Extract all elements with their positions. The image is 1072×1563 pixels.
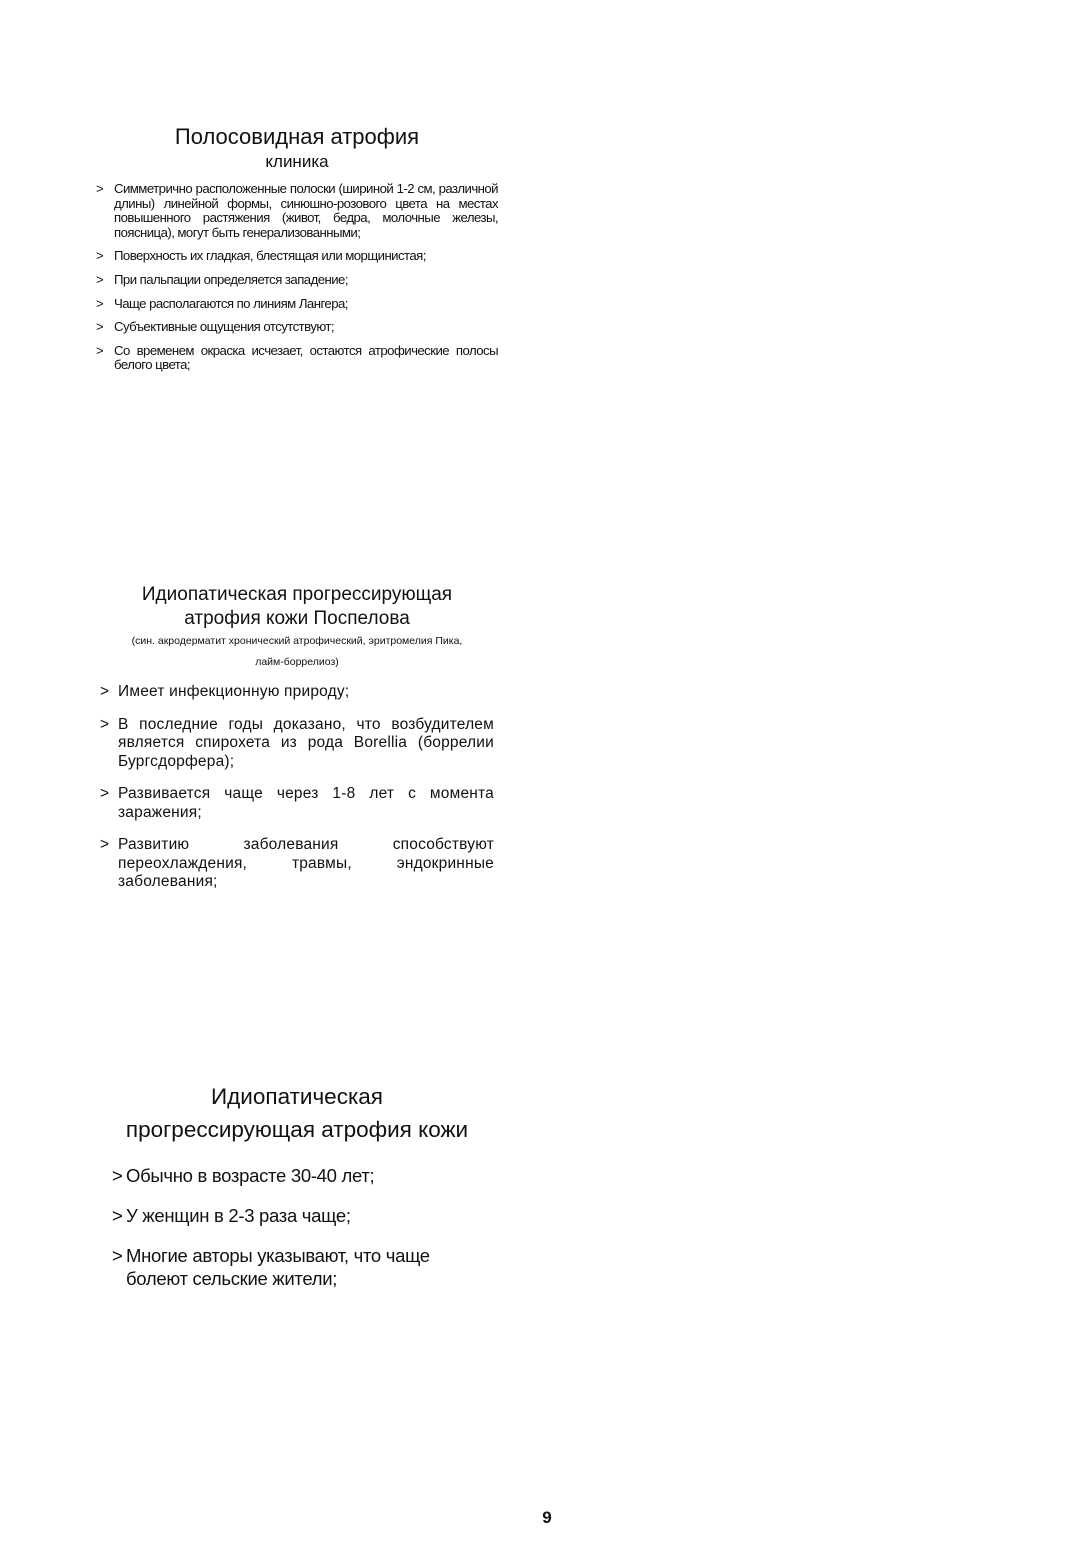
bullet-item (112, 1244, 496, 1290)
bullet-item (96, 320, 498, 335)
bullet-marker: > (96, 181, 104, 196)
bullet-text: Субъективные ощущения отсутствуют; (114, 319, 335, 335)
bullet-marker: > (100, 715, 110, 733)
bullet-item (100, 716, 494, 772)
bullet-text: Развитию заболевания способствуют переохлаждения, травмы, эндокринные заболевания; (118, 836, 494, 890)
bullet-text: Развивается чаще через 1-8 лет с момента заражения; (118, 785, 494, 821)
bullet-list (112, 1164, 496, 1290)
bullet-marker: > (96, 248, 104, 264)
bullet-marker: > (112, 1245, 123, 1266)
bullet-item (112, 1164, 496, 1187)
synonyms-line-2: лайм-боррелиоз) (255, 656, 339, 668)
bullet-marker: > (100, 785, 110, 802)
slide-title-line-2: прогрессирующая атрофия кожи (125, 1117, 469, 1142)
bullet-text: В последние годы доказано, что возбудителем является спирохета из рода Borellia (боррелии Бургсдорфера); (118, 715, 494, 770)
slide-title-line-1: Идиопатическая прогрессирующая (141, 584, 453, 605)
bullet-text: Многие авторы указывают, что чаще болеют сельские жители; (126, 1245, 430, 1289)
slide-subtitle: клиника (265, 151, 329, 171)
slide-idiopathic-progressive-atrophy (98, 1080, 496, 1307)
bullet-item (100, 785, 494, 822)
bullet-item (96, 249, 498, 264)
slide-title: Полосовидная атрофия (174, 124, 420, 149)
bullet-item (100, 836, 494, 892)
bullet-marker: > (112, 1165, 123, 1186)
bullet-item (100, 683, 494, 702)
bullet-text: Чаще располагаются по линиям Лангера; (114, 295, 348, 311)
bullet-list (96, 182, 498, 373)
bullet-text: Имеет инфекционную природу; (118, 683, 350, 700)
slide-striae-atrophy (96, 124, 498, 382)
bullet-text: Со временем окраска исчезает, остаются атрофические полосы белого цвета; (114, 342, 498, 373)
bullet-marker: > (96, 295, 104, 311)
slide-title-line-1: Идиопатическая (211, 1084, 383, 1109)
bullet-item (112, 1204, 496, 1227)
bullet-marker: > (100, 683, 110, 700)
bullet-list (100, 683, 494, 892)
bullet-text: У женщин в 2-3 раза чаще; (126, 1205, 351, 1226)
bullet-text: Симметрично расположенные полоски (шириной 1-2 см, различной длины) линейной формы, синюшно-розового цвета на местах повышенного растяжения (живот, бедра, молочные железы, поясница), могут быть генерализованными; (114, 181, 498, 240)
bullet-item (96, 182, 498, 240)
synonyms-line-1: (син. акродерматит хронический атрофический, эритромелия Пика, (131, 635, 463, 647)
slide-title-line-2: атрофия кожи Поспелова (184, 608, 410, 629)
bullet-item (96, 344, 498, 373)
bullet-text: Обычно в возрасте 30-40 лет; (126, 1165, 375, 1186)
bullet-marker: > (100, 836, 110, 853)
bullet-text: Поверхность их гладкая, блестящая или морщинистая; (114, 248, 426, 264)
page-number: 9 (542, 1508, 552, 1527)
bullet-item (96, 273, 498, 288)
bullet-marker: > (96, 342, 104, 358)
slide-pospelov-atrophy (100, 583, 494, 906)
bullet-marker: > (96, 319, 104, 335)
bullet-marker: > (96, 271, 104, 287)
bullet-item (96, 297, 498, 312)
bullet-marker: > (112, 1205, 123, 1226)
bullet-text: При пальпации определяется западение; (114, 271, 348, 287)
